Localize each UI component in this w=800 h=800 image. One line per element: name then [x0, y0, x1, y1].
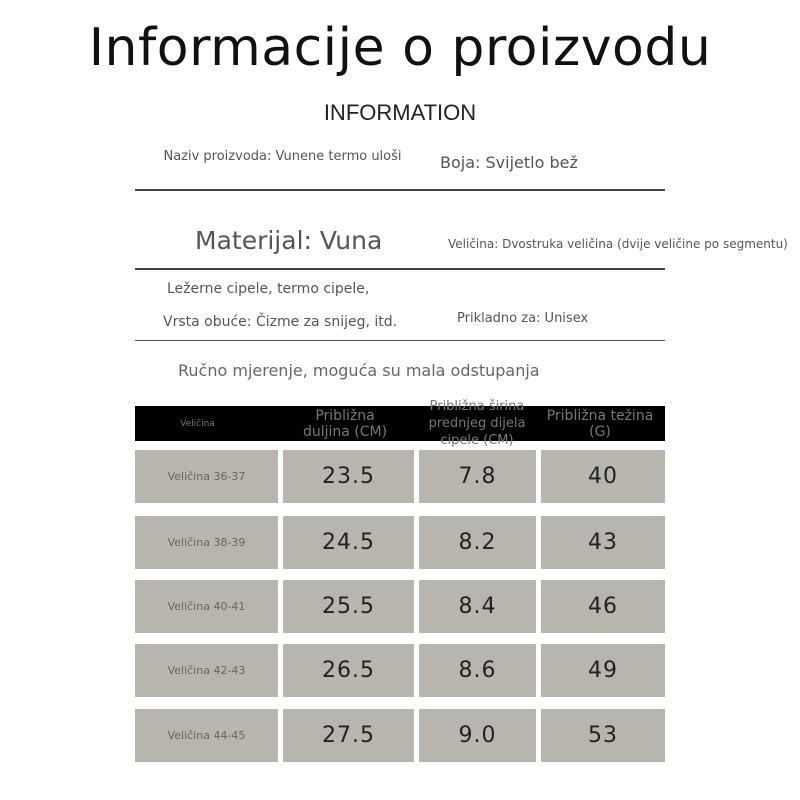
size-cell: Veličina 44-45	[135, 709, 278, 762]
product-shoe-type: Vrsta obuće: Čizme za snijeg, itd.	[163, 314, 398, 330]
table-row	[135, 580, 665, 633]
length-cell: 26.5	[283, 644, 414, 697]
header-length: Približna duljina (CM)	[302, 407, 388, 440]
divider	[135, 189, 665, 191]
length-cell: 27.5	[283, 709, 414, 762]
product-suitable-for: Prikladno za: Unisex	[457, 311, 589, 326]
length-cell: 25.5	[283, 580, 414, 633]
length-cell: 24.5	[283, 516, 414, 569]
divider	[135, 268, 665, 270]
size-cell: Veličina 40-41	[135, 580, 278, 633]
weight-cell: 43	[541, 516, 665, 569]
weight-cell: 46	[541, 580, 665, 633]
width-cell: 7.8	[419, 450, 536, 503]
product-color: Boja: Svijetlo bež	[440, 153, 578, 172]
divider	[135, 340, 665, 341]
product-material: Materijal: Vuna	[195, 226, 383, 255]
table-row	[135, 450, 665, 503]
table-row	[135, 709, 665, 762]
header-width: Približna širina prednjeg dijela cipele (CM)	[428, 399, 526, 448]
product-name: Naziv proizvoda: Vunene termo uloši	[163, 149, 402, 164]
header-weight: Približna težina (G)	[546, 407, 654, 440]
weight-cell: 53	[541, 709, 665, 762]
product-size: Veličina: Dvostruka veličina (dvije veličine po segmentu)	[448, 237, 788, 251]
length-cell: 23.5	[283, 450, 414, 503]
measurement-note: Ručno mjerenje, moguća su mala odstupanja	[178, 361, 540, 380]
header-size: Veličina	[180, 418, 215, 429]
weight-cell: 49	[541, 644, 665, 697]
size-cell: Veličina 38-39	[135, 516, 278, 569]
table-row	[135, 644, 665, 697]
size-table-header	[135, 399, 665, 448]
table-row	[135, 516, 665, 569]
page-subtitle: INFORMATION	[323, 100, 477, 125]
width-cell: 9.0	[419, 709, 536, 762]
width-cell: 8.2	[419, 516, 536, 569]
width-cell: 8.6	[419, 644, 536, 697]
width-cell: 8.4	[419, 580, 536, 633]
weight-cell: 40	[541, 450, 665, 503]
product-category: Ležerne cipele, termo cipele,	[167, 281, 370, 297]
size-cell: Veličina 36-37	[135, 450, 278, 503]
size-cell: Veličina 42-43	[135, 644, 278, 697]
page-title: Informacije o proizvodu	[88, 18, 712, 78]
